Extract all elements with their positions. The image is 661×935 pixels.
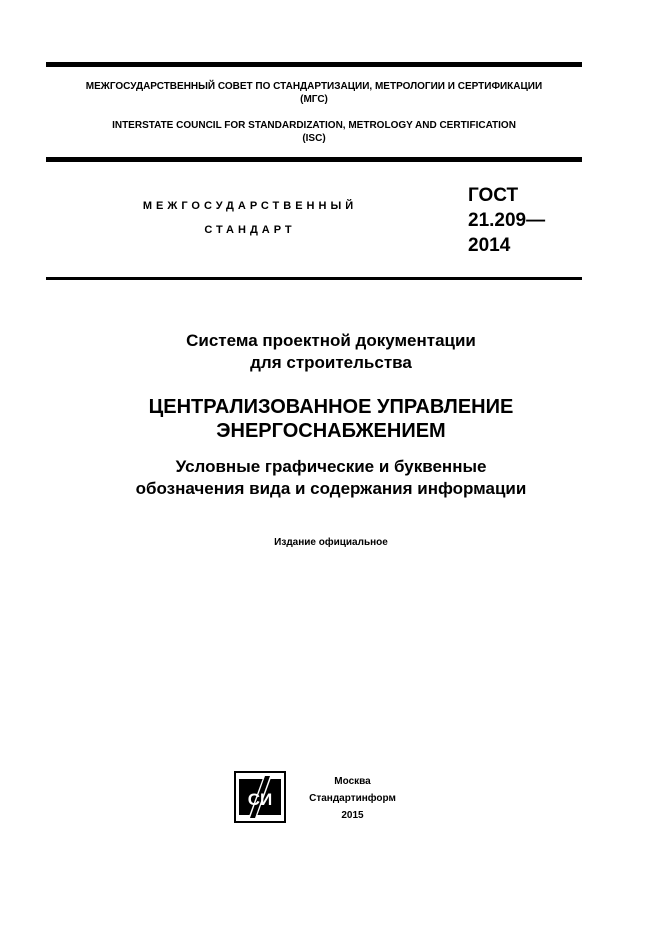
header-rule (46, 157, 582, 162)
council-ru (46, 80, 582, 106)
council-en-line1: INTERSTATE COUNCIL FOR STANDARDIZATION, METROLOGY AND CERTIFICATION (112, 120, 516, 131)
title-system-line1: Система проектной документации (186, 331, 476, 350)
council-en-line2: (ISC) (302, 133, 326, 144)
logo-text: СИ (247, 790, 273, 809)
publisher-block (305, 773, 400, 824)
council-ru-line2: (МГС) (300, 94, 328, 105)
title-main (46, 395, 616, 443)
title-system (46, 330, 616, 374)
title-system-line2: для строительства (250, 353, 412, 372)
title-main-line2: ЭНЕРГОСНАБЖЕНИЕМ (216, 420, 446, 442)
standard-rule (46, 277, 582, 280)
standard-label-line2: СТАНДАРТ (204, 224, 296, 236)
title-sub-line2: обозначения вида и содержания информации (135, 479, 527, 498)
gost-code-line3: 2014 (468, 235, 511, 256)
publisher-city: Москва (334, 776, 371, 787)
title-sub (46, 456, 616, 500)
council-en (46, 119, 582, 145)
gost-code (468, 183, 545, 258)
edition-label: Издание официальное (274, 537, 388, 548)
title-sub-line1: Условные графические и буквенные (175, 457, 487, 476)
title-main-line1: ЦЕНТРАЛИЗОВАННОЕ УПРАВЛЕНИЕ (148, 396, 514, 418)
council-ru-line1: МЕЖГОСУДАРСТВЕННЫЙ СОВЕТ ПО СТАНДАРТИЗАЦИИ, МЕТРОЛОГИИ И СЕРТИФИКАЦИИ (85, 81, 543, 92)
gost-code-line1: ГОСТ (468, 185, 519, 206)
publisher-year: 2015 (341, 810, 364, 821)
standartinform-logo-icon (234, 771, 286, 823)
publisher-name: Стандартинформ (309, 793, 396, 804)
gost-code-line2: 21.209— (468, 210, 546, 231)
standard-label-line1: МЕЖГОСУДАРСТВЕННЫЙ (142, 200, 358, 212)
top-rule (46, 62, 582, 67)
